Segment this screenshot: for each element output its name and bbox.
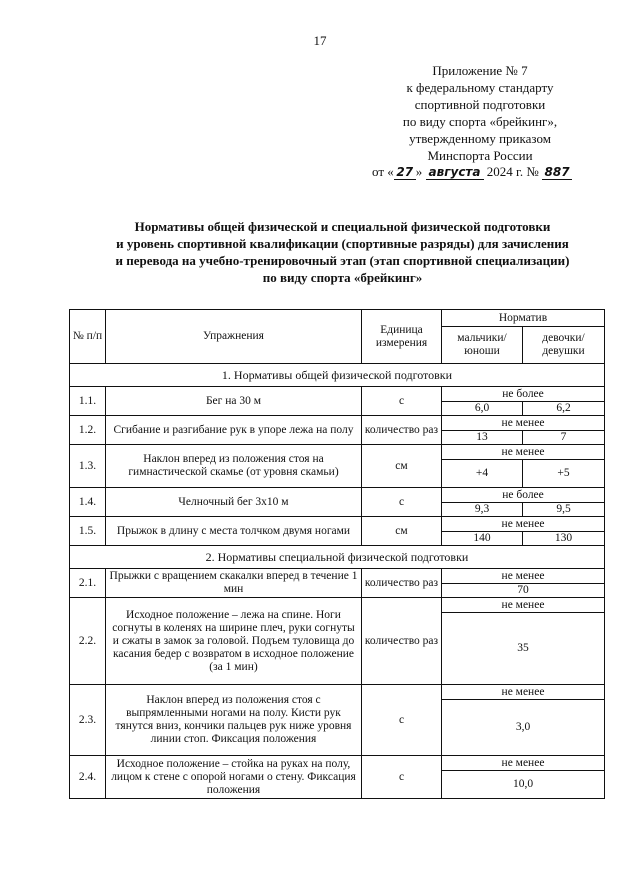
value-girls: 6,2 [523, 402, 605, 416]
row-num: 1.3. [70, 445, 106, 488]
value-boys: 140 [442, 532, 523, 546]
row-condition: не менее [442, 416, 605, 431]
row-num: 2.2. [70, 598, 106, 685]
appendix-block [360, 62, 600, 164]
table-row [70, 488, 605, 503]
row-exercise: Сгибание и разгибание рук в упоре лежа на полу [106, 416, 362, 445]
value-all: 3,0 [442, 700, 605, 756]
row-num: 2.4. [70, 756, 106, 799]
row-exercise: Исходное положение – лежа на спине. Ноги согнуты в коленях на ширине плеч, руки согнуты и сжаты в замок за головой. Подъем туловища до касания бедер с возвратом в исходное положение (за 1 мин) [106, 598, 362, 685]
header-boys: мальчики/ юноши [442, 327, 523, 364]
document-title [70, 218, 615, 286]
row-unit: с [362, 488, 442, 517]
row-num: 2.1. [70, 569, 106, 598]
header-girls: девочки/ девушки [523, 327, 605, 364]
row-condition: не менее [442, 517, 605, 532]
section-row [70, 364, 605, 387]
row-unit: с [362, 685, 442, 756]
row-exercise: Прыжки с вращением скакалки вперед в течение 1 мин [106, 569, 362, 598]
appendix-line: спортивной подготовки [414, 97, 546, 112]
value-all: 35 [442, 613, 605, 685]
title-line: Нормативы общей физической и специальной физической подготовки [134, 219, 551, 234]
title-line: и перевода на учебно-тренировочный этап (этап спортивной специализации) [115, 253, 570, 268]
table-row [70, 756, 605, 771]
row-num: 2.3. [70, 685, 106, 756]
value-girls: +5 [523, 460, 605, 488]
row-condition: не менее [442, 685, 605, 700]
norms-table [69, 309, 605, 799]
row-condition: не менее [442, 756, 605, 771]
row-condition: не менее [442, 445, 605, 460]
row-num: 1.5. [70, 517, 106, 546]
appendix-line: по виду спорта «брейкинг», [402, 114, 558, 129]
table-row [70, 569, 605, 584]
page-number: 17 [313, 33, 327, 48]
row-condition: не более [442, 488, 605, 503]
row-unit: с [362, 387, 442, 416]
row-unit: см [362, 445, 442, 488]
row-exercise: Челночный бег 3х10 м [106, 488, 362, 517]
row-unit: с [362, 756, 442, 799]
section-row [70, 546, 605, 569]
header-exercise: Упражнения [106, 310, 362, 364]
header-unit: Единица измерения [362, 310, 442, 364]
row-unit: количество раз [362, 598, 442, 685]
value-all: 70 [442, 584, 605, 598]
table-row [70, 517, 605, 532]
header-num: № п/п [70, 310, 106, 364]
value-all: 10,0 [442, 771, 605, 799]
row-condition: не менее [442, 569, 605, 584]
row-condition: не менее [442, 598, 605, 613]
row-num: 1.1. [70, 387, 106, 416]
appendix-line: к федеральному стандарту [406, 80, 554, 95]
title-line: и уровень спортивной квалификации (спортивные разряды) для зачисления [116, 236, 569, 251]
row-num: 1.4. [70, 488, 106, 517]
title-line: по виду спорта «брейкинг» [262, 270, 423, 285]
header-row [70, 310, 605, 327]
row-exercise: Наклон вперед из положения стоя на гимнастической скамье (от уровня скамьи) [106, 445, 362, 488]
value-boys: +4 [442, 460, 523, 488]
row-exercise: Наклон вперед из положения стоя с выпрямленными ногами на полу. Кисти рук тянутся вниз, кончики пальцев рук ниже уровня линии стоп. Фиксация положения [106, 685, 362, 756]
appendix-line: Приложение № 7 [432, 63, 528, 78]
value-boys: 13 [442, 431, 523, 445]
appendix-line: Минспорта России [427, 148, 533, 163]
row-exercise: Исходное положение – стойка на руках на полу, лицом к стене с опорой ногами о стену. Фиксация положения [106, 756, 362, 799]
table-row [70, 387, 605, 402]
row-unit: количество раз [362, 569, 442, 598]
value-boys: 9,3 [442, 503, 523, 517]
row-exercise: Бег на 30 м [106, 387, 362, 416]
date-prefix: от « [372, 164, 394, 179]
row-exercise: Прыжок в длину с места толчком двумя ногами [106, 517, 362, 546]
order-date-line [372, 164, 622, 180]
table-row [70, 685, 605, 700]
row-num: 1.2. [70, 416, 106, 445]
date-year: 2024 г. № [486, 164, 539, 179]
table-row [70, 445, 605, 460]
section-title: 1. Нормативы общей физической подготовки [70, 364, 605, 387]
date-month: августа [426, 166, 484, 180]
table-row [70, 416, 605, 431]
row-condition: не более [442, 387, 605, 402]
order-number: 887 [542, 166, 572, 180]
value-girls: 9,5 [523, 503, 605, 517]
section-title: 2. Нормативы специальной физической подготовки [70, 546, 605, 569]
value-girls: 7 [523, 431, 605, 445]
date-mid: » [415, 164, 423, 179]
date-day: 27 [394, 166, 416, 180]
row-unit: см [362, 517, 442, 546]
table-row [70, 598, 605, 613]
row-unit: количество раз [362, 416, 442, 445]
header-norm: Норматив [442, 310, 605, 327]
value-girls: 130 [523, 532, 605, 546]
value-boys: 6,0 [442, 402, 523, 416]
appendix-line: утвержденному приказом [409, 131, 551, 146]
